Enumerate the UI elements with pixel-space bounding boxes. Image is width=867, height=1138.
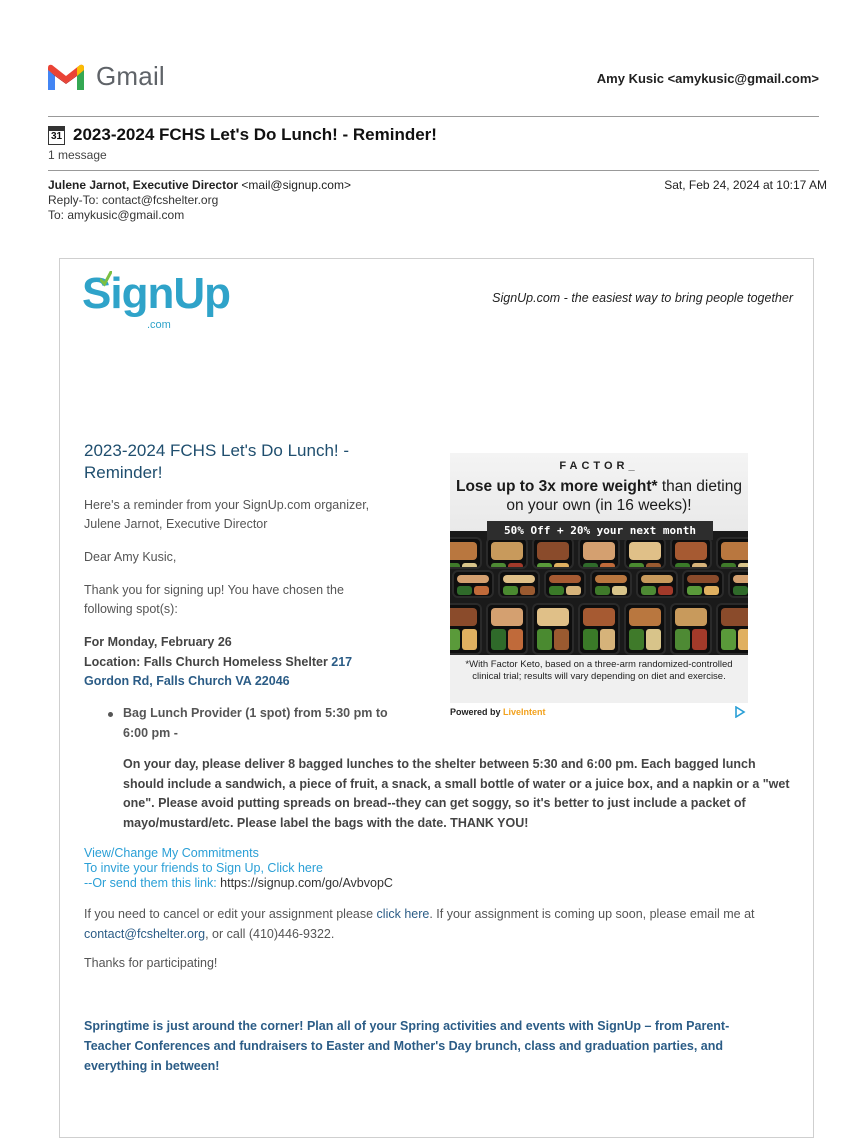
meal-tray	[498, 570, 540, 598]
invite-friends-link[interactable]: To invite your friends to Sign Up, Click here	[84, 861, 323, 875]
thread-subject	[48, 125, 437, 145]
ad-headline: Lose up to 3x more weight* than dieting on your own (in 16 weeks)!	[456, 478, 742, 514]
checkmark-icon	[100, 271, 112, 287]
email-title: 2023-2024 FCHS Let's Do Lunch! - Reminder!	[84, 441, 350, 482]
ad-powered-by: Powered by LiveIntent	[450, 707, 546, 717]
factor-advertisement[interactable]	[450, 453, 748, 703]
meal-tray	[544, 570, 586, 598]
sender-email: <mail@signup.com>	[241, 178, 351, 192]
account-label: Amy Kusic <amykusic@gmail.com>	[596, 71, 819, 86]
ad-footnote: *With Factor Keto, based on a three-arm randomized-controlled clinical trial; results will vary depending on diet and exercise.	[465, 659, 733, 682]
meal-tray	[670, 537, 712, 569]
bullet-marker	[108, 712, 113, 717]
spot-details	[84, 633, 384, 692]
ad-brand: FACTOR_	[559, 460, 639, 472]
meal-tray	[578, 603, 620, 655]
divider	[48, 170, 819, 171]
meal-tray	[450, 537, 482, 569]
promo-text[interactable]: Springtime is just around the corner! Plan all of your Spring activities and events with SignUp – from Parent-Teacher Conferences and fundraisers to Easter and Mother's Day brunch, class and graduation parties, and everything in between!	[84, 1019, 730, 1073]
meal-tray	[578, 537, 620, 569]
date-line: For Monday, February 26	[84, 635, 232, 649]
sender-line	[48, 178, 351, 192]
signup-logo-suffix: .com	[147, 319, 171, 331]
invite-line	[84, 861, 323, 876]
greeting-text: Dear Amy Kusic,	[84, 550, 177, 564]
reply-to: Reply-To: contact@fcshelter.org	[48, 193, 219, 207]
meal-tray	[590, 570, 632, 598]
meal-tray	[682, 570, 724, 598]
location-address-link[interactable]: 217 Gordon Rd, Falls Church VA 22046	[84, 654, 353, 688]
share-url-link[interactable]: https://signup.com/go/AvbvopC	[220, 876, 393, 890]
intro-text: Here's a reminder from your SignUp.com organizer, Julene Jarnot, Executive Director	[84, 498, 370, 531]
meal-tray	[716, 603, 748, 655]
meal-tray	[716, 537, 748, 569]
liveintent-brand: LiveIntent	[503, 707, 546, 717]
meal-tray	[624, 537, 666, 569]
contact-email-link[interactable]: contact@fcshelter.org	[84, 927, 206, 941]
cancel-paragraph: If you need to cancel or edit your assignment please click here. If your assignment is coming up soon, please email me at contact@fcshelter.org, or call (410)446-9322.	[84, 907, 755, 941]
meal-tray	[624, 603, 666, 655]
calendar-icon: 31	[48, 126, 65, 145]
send-link-line	[84, 876, 393, 891]
signup-tagline: SignUp.com - the easiest way to bring people together	[492, 291, 793, 305]
gmail-logo-icon	[46, 62, 86, 92]
sender-name: Julene Jarnot, Executive Director	[48, 178, 239, 192]
message-count: 1 message	[48, 148, 107, 162]
gmail-wordmark: Gmail	[96, 61, 165, 91]
view-change-line	[84, 846, 259, 861]
recipient: To: amykusic@gmail.com	[48, 208, 185, 222]
spot-instructions: On your day, please deliver 8 bagged lunches to the shelter between 5:30 and 6:00 pm. Each bagged lunch should include a sandwich, a piece of fruit, a snack, a small bottle of water or a juice box, and a napkin or a "wet one". Please avoid putting spreads on bread--they can get soggy, so it's better to just include a packet of mayo/mustard/etc. Please label the bags with the date. THANK YOU!	[123, 757, 790, 830]
cancel-click-here-link[interactable]: click here	[376, 907, 430, 921]
signup-logo: SignUp	[82, 269, 230, 318]
meal-tray	[486, 603, 528, 655]
meal-tray	[532, 603, 574, 655]
meal-tray	[452, 570, 494, 598]
meal-tray	[636, 570, 678, 598]
meal-trays-image	[450, 531, 748, 655]
message-date: Sat, Feb 24, 2024 at 10:17 AM	[664, 178, 827, 192]
location-label: Location: Falls Church Homeless Shelter	[84, 654, 332, 669]
view-change-commitments-link[interactable]: View/Change My Commitments	[84, 846, 259, 860]
subject-text: 2023-2024 FCHS Let's Do Lunch! - Reminder!	[73, 125, 437, 144]
closing-text: Thanks for participating!	[84, 956, 218, 970]
divider	[48, 116, 819, 117]
meal-tray	[670, 603, 712, 655]
meal-tray	[450, 603, 482, 655]
send-link-label: --Or send them this link:	[84, 876, 221, 890]
adchoices-icon[interactable]	[734, 706, 746, 718]
spot-item: Bag Lunch Provider (1 spot) from 5:30 pm to 6:00 pm -	[123, 706, 388, 740]
meal-tray	[486, 537, 528, 569]
thanks-line: Thank you for signing up! You have chosen the following spot(s):	[84, 583, 344, 616]
meal-tray	[728, 570, 748, 598]
meal-tray	[532, 537, 574, 569]
ad-offer-banner: 50% Off + 20% your next month	[487, 521, 713, 540]
